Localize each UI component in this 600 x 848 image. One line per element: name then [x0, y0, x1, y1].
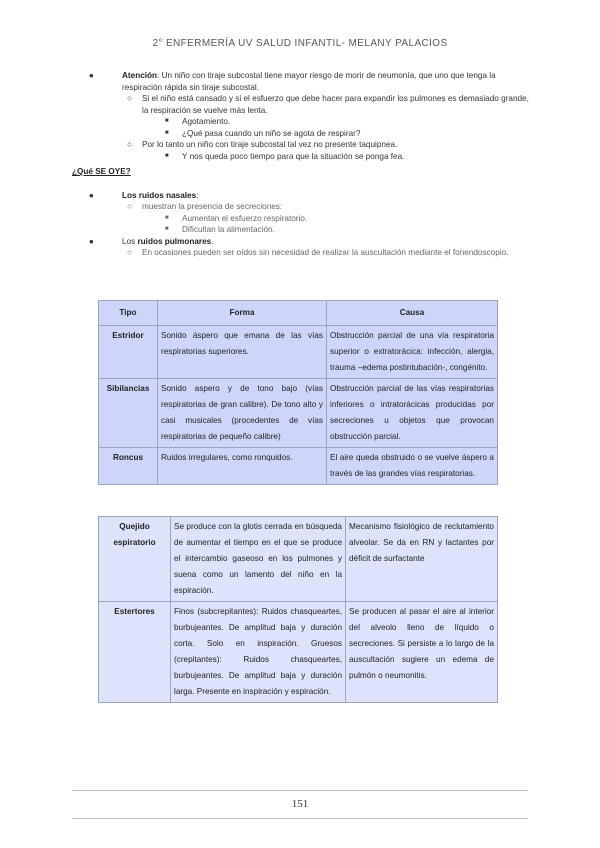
bullet-dot-icon: ● — [89, 190, 94, 200]
notes-content — [72, 70, 530, 259]
cell-forma: Finos (subcrepitantes): Ruidos chasqueartes, burbujeantes. De amplitud baja y duración corta. Solo en inspiración. Gruesos (crepitantes): Ruidos chasqueartes, burbujeantes. De amplitud baja y duración larga. Presente en inspiración y espiración. — [171, 602, 346, 703]
sub-bullet-text: Por lo tanto un niño con tiraje subcostal tal vez no presente taquipnea. — [142, 140, 398, 149]
sub-sub-bullet-text: Aumentan el esfuerzo respiratorio. — [182, 213, 308, 223]
bullet-pulmonares — [72, 236, 530, 248]
sub-sub-bullet-text: ¿Qué pasa cuando un niño se agota de respirar? — [182, 128, 361, 138]
sub-sub-bullet — [72, 151, 530, 163]
table-row — [99, 326, 498, 379]
square-bullet-icon: ■ — [165, 129, 169, 136]
column-header: Forma — [158, 301, 327, 326]
cell-forma: Se produce con la glotis cerrada en búsqueda de aumentar el tiempo en el que se produce el intercambio gaseoso en los pulmones y suena como un lamento del niño en la espiración. — [171, 517, 346, 602]
cell-tipo: Quejido espiratorio — [99, 517, 171, 602]
sub-bullet-text: muestran la presencia de secreciones: — [142, 202, 283, 211]
sub-sub-bullet-text: Y nos queda poco tiempo para que la situación se ponga fea. — [182, 151, 405, 161]
table-row — [99, 517, 498, 602]
nasales-label: Los ruidos nasales — [122, 190, 197, 200]
circle-bullet-icon: ○ — [127, 140, 132, 149]
cell-causa: Obstrucción parcial de una vía respiratoria superior o extratorácica: infección, alergia, trauma –edema postintubación-, congénito. — [327, 326, 498, 379]
pulmonares-label: ruidos pulmonares — [137, 236, 212, 246]
sub-sub-bullet — [72, 128, 530, 140]
sub-sub-bullet-text: Agotamiento. — [182, 117, 231, 126]
pulmonares-dot: . — [211, 236, 214, 246]
sub-sub-bullet — [72, 213, 530, 225]
footer-divider — [72, 790, 528, 791]
bullet-dot-icon: ● — [89, 71, 94, 80]
square-bullet-icon: ■ — [165, 118, 169, 124]
cell-tipo: Estridor — [99, 326, 158, 379]
circle-bullet-icon: ○ — [127, 202, 132, 211]
sounds-table-1 — [98, 300, 498, 485]
column-header: Causa — [327, 301, 498, 326]
cell-causa: El aire queda obstruido o se vuelve áspero a través de las grandes vías respiratorias. — [327, 448, 498, 485]
sub-sub-bullet — [72, 224, 530, 236]
sub-bullet — [72, 139, 530, 151]
cell-tipo: Sibilancias — [99, 379, 158, 448]
table-header-row — [99, 301, 498, 326]
bullet-dot-icon: ● — [89, 236, 94, 246]
square-bullet-icon: ■ — [165, 214, 169, 221]
footer-divider — [72, 818, 528, 819]
sounds-table-2 — [98, 516, 498, 703]
circle-bullet-icon: ○ — [127, 248, 132, 257]
atencion-text: : Un niño con tiraje subcostal tiene mayor riesgo de morir de neumonía, que uno que tenga la respiración rápida sin tiraje subcostal. — [122, 71, 496, 92]
cell-forma: Ruidos irregulares, como ronquidos. — [158, 448, 327, 485]
cell-tipo: Roncus — [99, 448, 158, 485]
table-row — [99, 448, 498, 485]
cell-causa: Obstrucción parcial de las vías respiratorias inferiores o intratorácicas producidas por secreciones u objetos que provocan obstrucción parcial. — [327, 379, 498, 448]
circle-bullet-icon: ○ — [127, 94, 132, 103]
cell-tipo: Estertores — [99, 602, 171, 703]
section-title: ¿Qué SE OYE? — [72, 167, 131, 176]
nasales-colon: : — [196, 190, 199, 200]
sub-bullet — [72, 201, 530, 213]
sub-sub-bullet-text: Dificultan la alimentación. — [182, 225, 275, 234]
cell-causa: Mecanismo fisiológico de reclutamiento alveolar. Se da en RN y lactantes por déficit de surfactante — [346, 517, 498, 602]
sub-bullet-text: Si el niño está cansado y si el esfuerzo que debe hacer para expandir los pulmones es demasiado grande, la respiración se vuelve más lenta. — [142, 94, 529, 115]
cell-forma: Sonido áspero que emana de las vías respiratorias superiores. — [158, 326, 327, 379]
page-number: 151 — [291, 798, 309, 810]
atencion-label: Atención — [122, 71, 158, 80]
square-bullet-icon: ■ — [165, 226, 169, 232]
sub-bullet — [72, 93, 530, 116]
pulmonares-prefix: Los — [122, 236, 138, 246]
sub-sub-bullet — [72, 116, 530, 128]
square-bullet-icon: ■ — [165, 152, 169, 159]
page-header: 2° ENFERMERÍA UV SALUD INFANTIL- MELANY PALACIOS — [152, 38, 448, 49]
sub-bullet — [72, 247, 530, 259]
bullet-atencion — [72, 70, 530, 93]
cell-causa: Se producen al pasar el aire al interior del alveolo lleno de líquido o secreciones. Si persiste a lo largo de la auscultación sugiere un edema de pulmón o neumonitis. — [346, 602, 498, 703]
column-header: Tipo — [99, 301, 158, 326]
table-row — [99, 379, 498, 448]
cell-forma: Sonido aspero y de tono bajo (vías respiratorias de gran calibre). De tono alto y casi musicales (procedentes de vías respiratorias de pequeño calibre) — [158, 379, 327, 448]
sub-bullet-text: En ocasiones pueden ser oídos sin necesidad de realizar la auscultación mediante el fonendoscopio. — [142, 248, 509, 257]
table-row — [99, 602, 498, 703]
bullet-nasales — [72, 190, 530, 202]
